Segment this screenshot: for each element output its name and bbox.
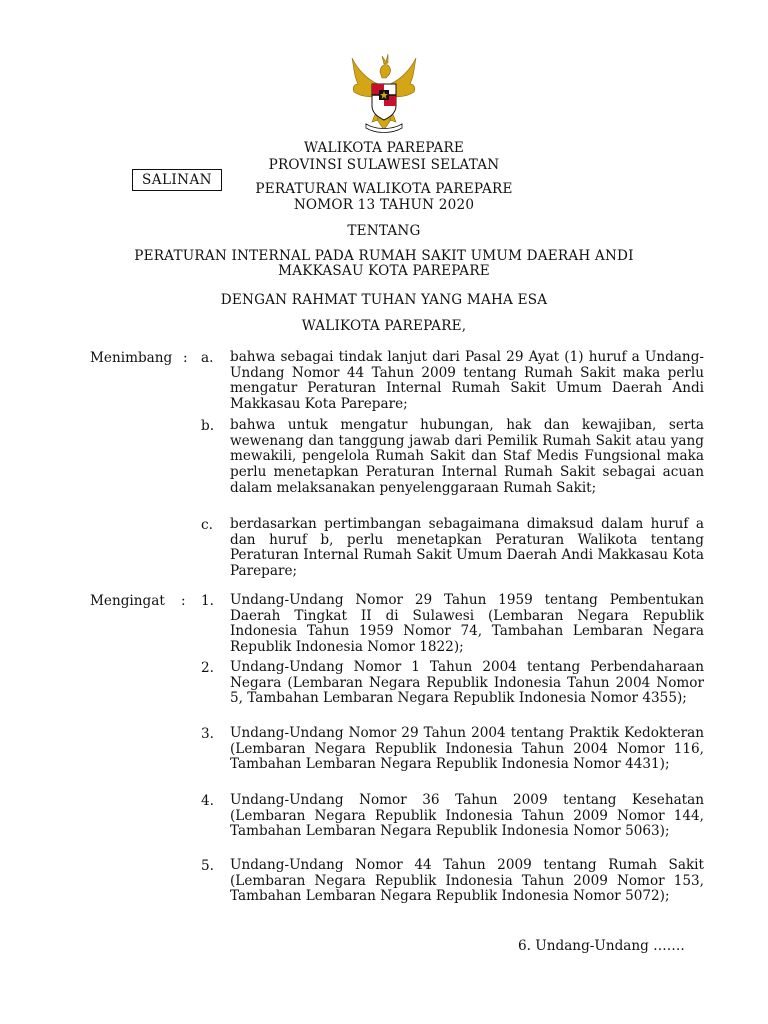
item-marker: 1. (201, 593, 214, 609)
menimbang-item-b: bahwa untuk mengatur hubungan, hak dan kewajiban, serta wewenang dan tanggung jawab dari Pemilik Rumah Sakit atau yang mewakili, pengelola Rumah Sakit dan Staf Medis Fungsional maka perlu menetapkan Peraturan Internal Rumah Sakit sebagai acuan dalam melaksanakan penyelenggaraan Rumah Sakit; (230, 417, 704, 496)
walikota-line: WALIKOTA PAREPARE, (301, 318, 467, 334)
menimbang-item-c: berdasarkan pertimbangan sebagaimana dimaksud dalam huruf a dan huruf b, perlu menetapkan Peraturan Walikota tentang Peraturan Internal Rumah Sakit Umum Daerah Andi Makkasau Kota Parepare; (230, 516, 704, 580)
item-marker: 3. (201, 726, 214, 742)
header-provinsi: PROVINSI SULAWESI SELATAN (268, 157, 500, 173)
garuda-emblem-icon (348, 50, 420, 140)
menimbang-label: Menimbang (90, 350, 173, 366)
mengingat-item-5: Undang-Undang Nomor 44 Tahun 2009 tentang Rumah Sakit (Lembaran Negara Republik Indonesia Tahun 2009 Nomor 153, Tambahan Lembaran Negara Republik Indonesia Nomor 5072); (230, 857, 704, 905)
subject-line-1: PERATURAN INTERNAL PADA RUMAH SAKIT UMUM DAERAH ANDI (134, 248, 634, 264)
mengingat-item-2: Undang-Undang Nomor 1 Tahun 2004 tentang Perbendaharaan Negara (Lembaran Negara Republik Indonesia Tahun 2004 Nomor 5, Tambahan Lembaran Negara Republik Indonesia Nomor 4355); (230, 659, 704, 707)
rahmat-line: DENGAN RAHMAT TUHAN YANG MAHA ESA (220, 292, 548, 308)
item-marker: b. (201, 418, 215, 434)
item-marker: 5. (201, 858, 214, 874)
mengingat-label: Mengingat (90, 593, 165, 609)
salinan-stamp: SALINAN (132, 169, 222, 191)
mengingat-item-3: Undang-Undang Nomor 29 Tahun 2004 tentang Praktik Kedokteran (Lembaran Negara Republik Indonesia Tahun 2004 Nomor 116, Tambahan Lembaran Negara Republik Indonesia Nomor 4431); (230, 725, 704, 773)
item-marker: c. (201, 517, 213, 533)
menimbang-item-a: bahwa sebagai tindak lanjut dari Pasal 29 Ayat (1) huruf a Undang-Undang Nomor 44 Tahun 2009 tentang Rumah Sakit maka perlu mengatur Peraturan Internal Rumah Sakit Umum Daerah Andi Makkasau Kota Parepare; (230, 349, 704, 413)
item-marker: a. (201, 350, 214, 366)
mengingat-item-1: Undang-Undang Nomor 29 Tahun 1959 tentang Pembentukan Daerah Tingkat II di Sulawesi (Lembaran Negara Republik Indonesia Tahun 1959 Nomor 74, Tambahan Lembaran Negara Republik Indonesia Nomor 1822); (230, 592, 704, 656)
tentang-heading: TENTANG (347, 223, 421, 239)
item-marker: 2. (201, 660, 214, 676)
mengingat-item-4: Undang-Undang Nomor 36 Tahun 2009 tentang Kesehatan (Lembaran Negara Republik Indonesia Tahun 2009 Nomor 144, Tambahan Lembaran Negara Republik Indonesia Nomor 5063); (230, 792, 704, 840)
page-continuation: 6. Undang-Undang ……. (518, 938, 685, 954)
menimbang-colon: : (183, 350, 188, 366)
mengingat-colon: : (181, 593, 186, 609)
subject-line-2: MAKKASAU KOTA PAREPARE (278, 263, 490, 279)
item-marker: 4. (201, 793, 214, 809)
regulation-title: PERATURAN WALIKOTA PAREPARE (255, 181, 513, 197)
regulation-number: NOMOR 13 TAHUN 2020 (293, 197, 475, 213)
header-walikota: WALIKOTA PAREPARE (303, 140, 465, 156)
